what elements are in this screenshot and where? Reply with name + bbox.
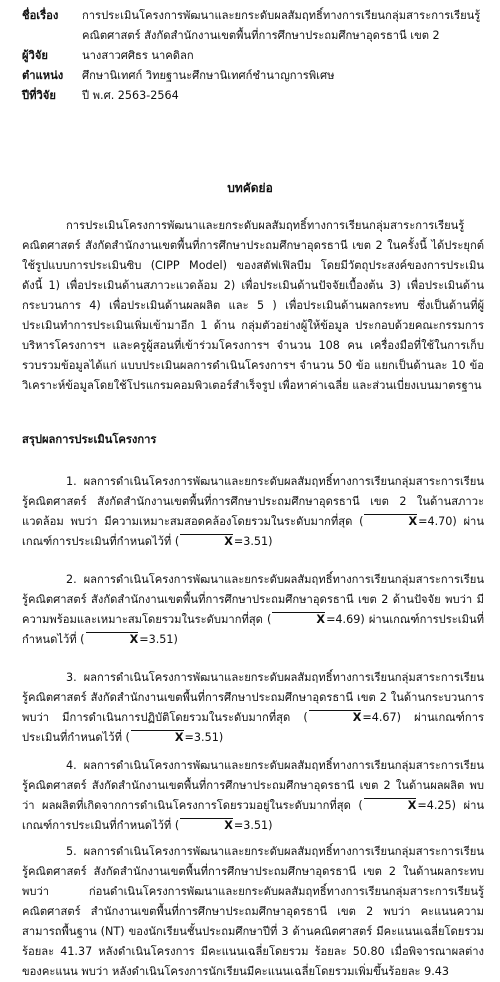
result-item-5: 5. ผลการดำเนินโครงการพัฒนาและยกระดับผลสัมฤทธิ์ทางการเรียนกลุ่มสาระการเรียนรู้คณิตศาสตร์ สังกัดสำนักงานเขตพื้นที่การศึกษาประถมศึกษาอุดรธานี เขต 2 ในด้านผลกระทบ พบว่า ก่อนดำเนินโครงการพัฒนาและยกระดับผลสัมฤทธิ์ทางการเรียนกลุ่มสาระการเรียนรู้คณิตศาสตร์ สำนักงานเขตพื้นที่การศึกษาประถมศึกษาอุดรธานี เขต 2 พบว่า คะแนนความสามารถพื้นฐาน (NT) ของนักเรียนชั้นประถมศึกษาปีที่ 3 ด้านคณิตศาสตร์ มีคะแนนเฉลี่ยโดยรวมร้อยละ 41.37 หลังดำเนินโครงการ มีคะแนนเฉลี่ยโดยรวม ร้อยละ 50.80 เมื่อพิจารณาผลต่างของคะแนน พบว่า หลังดำเนินโครงการนักเรียนมีคะแนนเฉลี่ยโดยรวมเพิ่มขึ้นร้อยละ 9.43: [22, 845, 484, 978]
criterion-value: =3.51: [139, 633, 174, 646]
result-text: 3. ผลการดำเนินโครงการพัฒนาและยกระดับผลสัมฤทธิ์ทางการเรียนกลุ่มสาระการเรียนรู้คณิตศาสตร์ สังกัดสำนักงานเขตพื้นที่การศึกษาประถมศึกษาอุดรธานี เขต 2 ในด้านกระบวนการ พบว่า มีการดำเนินการปฏิบัติโดยรวมในระดับมากที่สุด (: [22, 671, 484, 724]
title-line-2: คณิตศาสตร์ สังกัดสำนักงานเขตพื้นที่การศึกษาประถมศึกษาอุดรธานี เขต 2: [82, 29, 440, 42]
position-row: [22, 66, 492, 86]
result-text-2: ) ผ่านเกณฑ์การประเมินที่กำหนดไว้ที่ (: [22, 799, 484, 832]
mean-symbol: X: [363, 512, 418, 532]
result-item-3: [22, 668, 484, 748]
summary-heading: สรุปผลการประเมินโครงการ: [22, 433, 157, 446]
result-item-1: [22, 472, 484, 552]
mean-symbol: X: [85, 630, 140, 650]
title-value: [82, 6, 492, 46]
result-text-2: ) ผ่านเกณฑ์การประเมินที่กำหนดไว้ที่ (: [22, 613, 484, 646]
researcher-value: นางสาวศศิธร นาคดิลก: [82, 49, 194, 62]
year-label: ปีที่วิจัย: [22, 89, 56, 102]
researcher-label: ผู้วิจัย: [22, 49, 48, 62]
mean-symbol: X: [179, 532, 234, 552]
title-line-1: การประเมินโครงการพัฒนาและยกระดับผลสัมฤทธิ์ทางการเรียนกลุ่มสาระการเรียนรู้: [82, 9, 481, 22]
mean-symbol: X: [271, 610, 326, 630]
mean-value: =4.67: [362, 711, 397, 724]
researcher-row: [22, 46, 492, 66]
result-text-2: ) ผ่านเกณฑ์การประเมินที่กำหนดไว้ที่ (: [22, 711, 484, 744]
result-item-4: [22, 756, 484, 836]
mean-symbol: X: [130, 728, 185, 748]
title-row: [22, 6, 492, 46]
criterion-value: =3.51: [233, 819, 269, 832]
result-text-3: ): [218, 731, 224, 744]
mean-value: =4.70: [418, 515, 453, 528]
research-info: [22, 6, 492, 106]
abstract-heading: บทคัดย่อ: [227, 181, 273, 195]
mean-value: =4.25: [417, 799, 452, 812]
abstract-body: การประเมินโครงการพัฒนาและยกระดับผลสัมฤทธิ์ทางการเรียนกลุ่มสาระการเรียนรู้คณิตศาสตร์ สังกัดสำนักงานเขตพื้นที่การศึกษาประถมศึกษาอุดรธานี เขต 2 ในครั้งนี้ ได้ประยุกต์ใช้รูปแบบการประเมินซิบ (CIPP Model) ของสตัฟเฟิลบีม โดยมีวัตถุประสงค์ของการประเมิน ดังนี้ 1) เพื่อประเมินด้านสภาวะแวดล้อม 2) เพื่อประเมินด้านปัจจัยเบื้องต้น 3) เพื่อประเมินด้านกระบวนการ 4) เพื่อประเมินด้านผลผลิต และ 5 ) เพื่อประเมินด้านผลกระทบ ซึ่งเป็นด้านที่ผู้ประเมินทำการประเมินเพิ่มเข้ามาอีก 1 ด้าน กลุ่มตัวอย่างผู้ให้ข้อมูล ประกอบด้วยคณะกรรมการบริหารโครงการฯ และครูผู้สอนที่เข้าร่วมโครงการฯ จำนวน 108 คน เครื่องมือที่ใช้ในการเก็บรวบรวมข้อมูลได้แก่ แบบประเมินผลการดำเนินโครงการฯ จำนวน 50 ข้อ แยกเป็นด้านละ 10 ข้อ วิเคราะห์ข้อมูลโดยใช้โปรแกรมคอมพิวเตอร์สำเร็จรูป เพื่อหาค่าเฉลี่ย และส่วนเบี่ยงเบนมาตรฐาน: [22, 219, 484, 392]
mean-value: =4.69: [326, 613, 361, 626]
result-text: 1. ผลการดำเนินโครงการพัฒนาและยกระดับผลสัมฤทธิ์ทางการเรียนกลุ่มสาระการเรียนรู้คณิตศาสตร์ สังกัดสำนักงานเขตพื้นที่การศึกษาประถมศึกษาอุดรธานี เขต 2 ในด้านสภาวะแวดล้อม พบว่า มีความเหมาะสมสอดคล้องโดยรวมในระดับมากที่สุด (: [22, 475, 484, 528]
criterion-value: =3.51: [184, 731, 219, 744]
year-value: ปี พ.ศ. 2563-2564: [82, 89, 179, 102]
position-label: ตำแหน่ง: [22, 69, 64, 82]
title-label: ชื่อเรื่อง: [22, 9, 59, 22]
criterion-value: =3.51: [233, 535, 269, 548]
result-text: 4. ผลการดำเนินโครงการพัฒนาและยกระดับผลสัมฤทธิ์ทางการเรียนกลุ่มสาระการเรียนรู้คณิตศาสตร์ สังกัดสำนักงานเขตพื้นที่การศึกษาประถมศึกษาอุดรธานี เขต 2 ในด้านผลผลิต พบว่า ผลผลิตที่เกิดจากการดำเนินโครงการโดยรวมอยู่ในระดับมากที่สุด (: [22, 759, 484, 812]
result-text-3: ): [268, 819, 273, 832]
result-text-3: ): [173, 633, 178, 646]
position-value: ศึกษานิเทศก์ วิทยฐานะศึกษานิเทศก์ชำนาญการพิเศษ: [82, 69, 335, 82]
mean-symbol: X: [179, 816, 234, 836]
result-item-2: [22, 570, 484, 650]
mean-symbol: X: [308, 708, 363, 728]
mean-symbol: X: [363, 796, 418, 816]
year-row: [22, 86, 492, 106]
result-text-2: ) ผ่านเกณฑ์การประเมินที่กำหนดไว้ที่ (: [22, 515, 484, 548]
result-text-3: ): [268, 535, 273, 548]
result-text: 2. ผลการดำเนินโครงการพัฒนาและยกระดับผลสัมฤทธิ์ทางการเรียนกลุ่มสาระการเรียนรู้คณิตศาสตร์ สังกัดสำนักงานเขตพื้นที่การศึกษาประถมศึกษาอุดรธานี เขต 2 ด้านปัจจัย พบว่า มีความพร้อมและเหมาะสมโดยรวมในระดับมากที่สุด (: [22, 573, 484, 626]
